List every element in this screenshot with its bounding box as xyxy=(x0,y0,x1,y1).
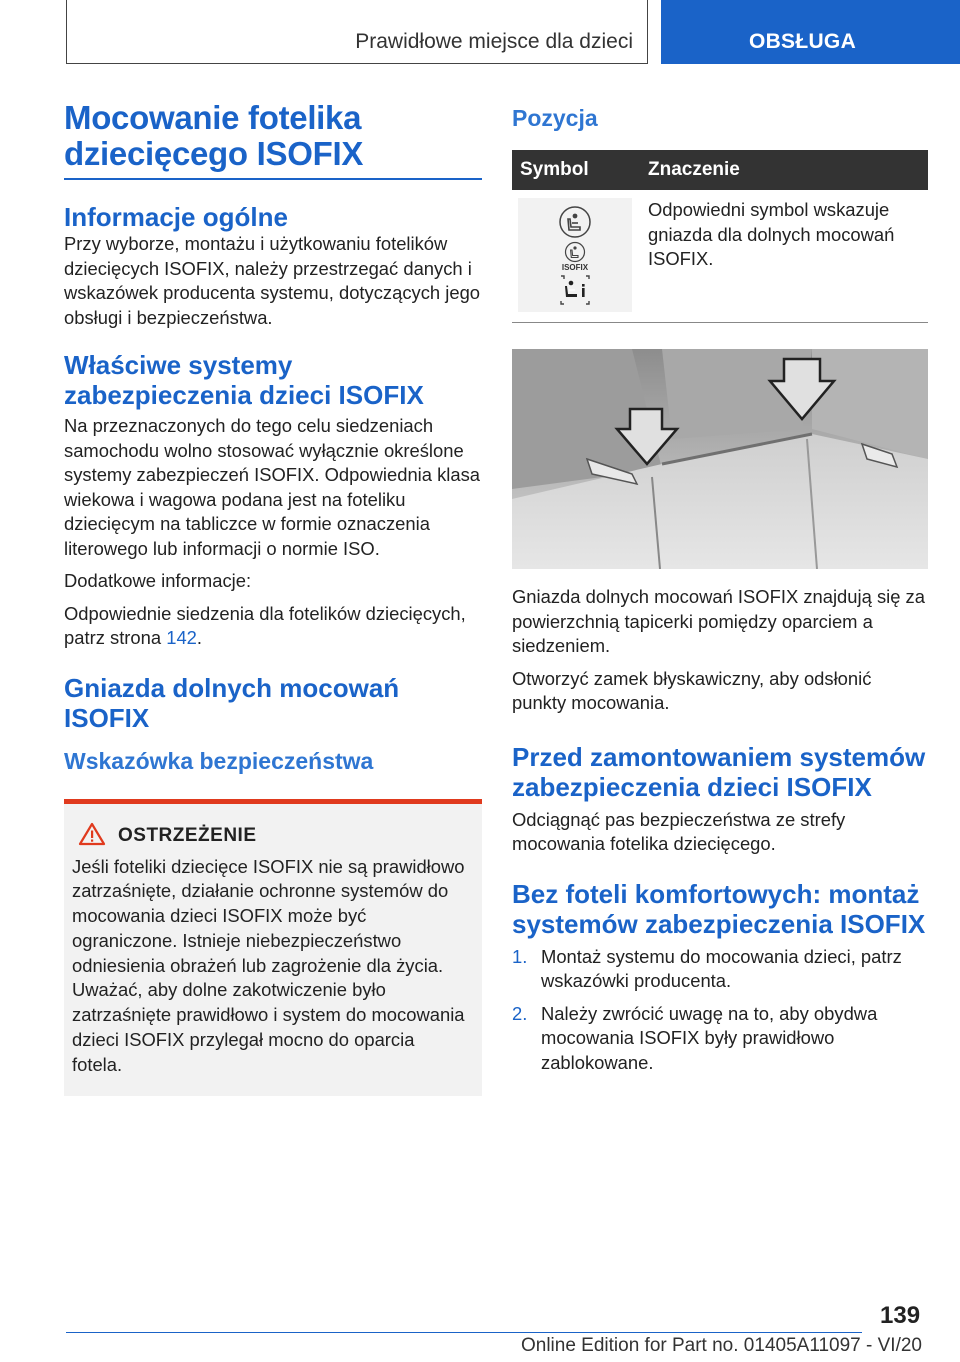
heading-position: Pozycja xyxy=(512,105,598,131)
isofix-symbol-label: ISOFIX xyxy=(561,263,589,273)
step-number: 2. xyxy=(512,1002,528,1024)
symbol-table xyxy=(512,150,928,323)
photo-caption: Gniazda dolnych mocowań ISOFIX znajdują się za powierzchnią tapicerki pomiędzy oparciem a siedzeniem. xyxy=(512,586,925,656)
step-text: Należy zwrócić uwagę na to, aby obydwa mocowania ISOFIX były prawidłowo zablokowane. xyxy=(541,1002,878,1073)
left-column xyxy=(64,100,482,1096)
page-number: 139 xyxy=(880,1302,921,1329)
heading-general-info: Informacje ogólne xyxy=(64,202,288,232)
ref-end: . xyxy=(196,627,203,648)
col-header-symbol: Symbol xyxy=(512,150,640,190)
symbol-cell xyxy=(512,190,640,323)
heading-before-install: Przed zamontowaniem systemów zabezpieczenia dzieci ISOFIX xyxy=(512,741,926,802)
warning-title: OSTRZEŻENIE xyxy=(118,825,257,846)
right-column xyxy=(512,100,928,1075)
warning-text: Jeśli foteliki dziecięce ISOFIX nie są prawidłowo zatrzaśnięte, działanie ochronne systemów do mocowania dzieci ISOFIX może być ograniczone. Istnieje niebezpieczeństwo odniesienia obrażeń lub zagrożenie dla życia. Uważać, aby dolne zakotwiczenie było zatrzaśnięte prawidłowo i system do mocowania dzieci ISOFIX przylegał mocno do oparcia fotela. xyxy=(72,855,465,1075)
table-row xyxy=(512,190,928,323)
list-item xyxy=(512,945,928,994)
isofix-seat-icon-large xyxy=(558,205,592,239)
meaning-cell: Odpowiedni symbol wskazuje gniazda dla dolnych mocowań ISOFIX. xyxy=(640,190,928,323)
header-chapter-box xyxy=(66,0,648,64)
warning-header xyxy=(78,822,466,851)
page-title: Mocowanie fotelika dziecięcego ISOFIX xyxy=(64,99,364,172)
isofix-anchor-info-icon xyxy=(560,275,590,305)
section-label: OBSŁUGA xyxy=(748,30,857,53)
heading-lower-anchors: Gniazda dolnych mocowań ISOFIX xyxy=(64,672,400,733)
seat-anchor-photo xyxy=(512,349,928,569)
warning-box xyxy=(64,804,482,1096)
header-section-tab[interactable] xyxy=(661,0,960,64)
unzip-instruction: Otworzyć zamek błyskawiczny, aby odsłonić punkty mocowania. xyxy=(512,667,872,713)
extra-info-label: Dodatkowe informacje: xyxy=(64,570,252,591)
ref-text: Odpowiednie siedzenia dla fotelików dziecięcych, patrz strona xyxy=(64,602,466,648)
isofix-symbols-icon xyxy=(518,198,632,312)
isofix-seat-icon-small xyxy=(564,241,586,263)
title-rule xyxy=(64,178,482,180)
chapter-title: Prawidłowe miejsce dla dzieci xyxy=(355,30,633,53)
warning-triangle-icon xyxy=(78,822,106,851)
install-steps xyxy=(512,945,928,1076)
list-item xyxy=(512,1002,928,1076)
proper-systems-text: Na przeznaczonych do tego celu siedzeniach samochodu wolno stosować wyłącznie określone systemy zabezpieczeń ISOFIX. Odpowiednia klasa wiekowa i wagowa podana jest na foteliku dziecięcym na tabliczce w formie oznaczenia literowego lub informacji o normie ISO. xyxy=(64,415,481,559)
general-info-text: Przy wyborze, montażu i użytkowaniu fotelików dziecięcych ISOFIX, należy przestrzegać danych i wskazówek producenta systemu, dotyczących jego obsługi i bezpieczeństwa. xyxy=(64,233,481,328)
heading-safety-note: Wskazówka bezpieczeństwa xyxy=(64,747,374,774)
col-header-meaning: Znaczenie xyxy=(640,150,928,190)
step-number: 1. xyxy=(512,945,528,967)
page-ref-link[interactable]: 142 xyxy=(166,627,197,648)
before-install-text: Odciągnąć pas bezpieczeństwa ze strefy mocowania fotelika dziecięcego. xyxy=(512,808,846,854)
footer-edition: Online Edition for Part no. 01405A11097 - VI/20 xyxy=(520,1335,922,1356)
heading-proper-systems: Właściwe systemy zabezpieczenia dzieci ISOFIX xyxy=(64,350,424,410)
step-text: Montaż systemu do mocowania dzieci, patrz wskazówki producenta. xyxy=(541,945,902,991)
ref-paragraph xyxy=(64,602,482,651)
footer-rule xyxy=(66,1332,862,1333)
heading-install-isofix: Bez foteli komfortowych: montaż systemów zabezpieczenia ISOFIX xyxy=(512,878,926,939)
isofix-label-group xyxy=(562,241,588,272)
